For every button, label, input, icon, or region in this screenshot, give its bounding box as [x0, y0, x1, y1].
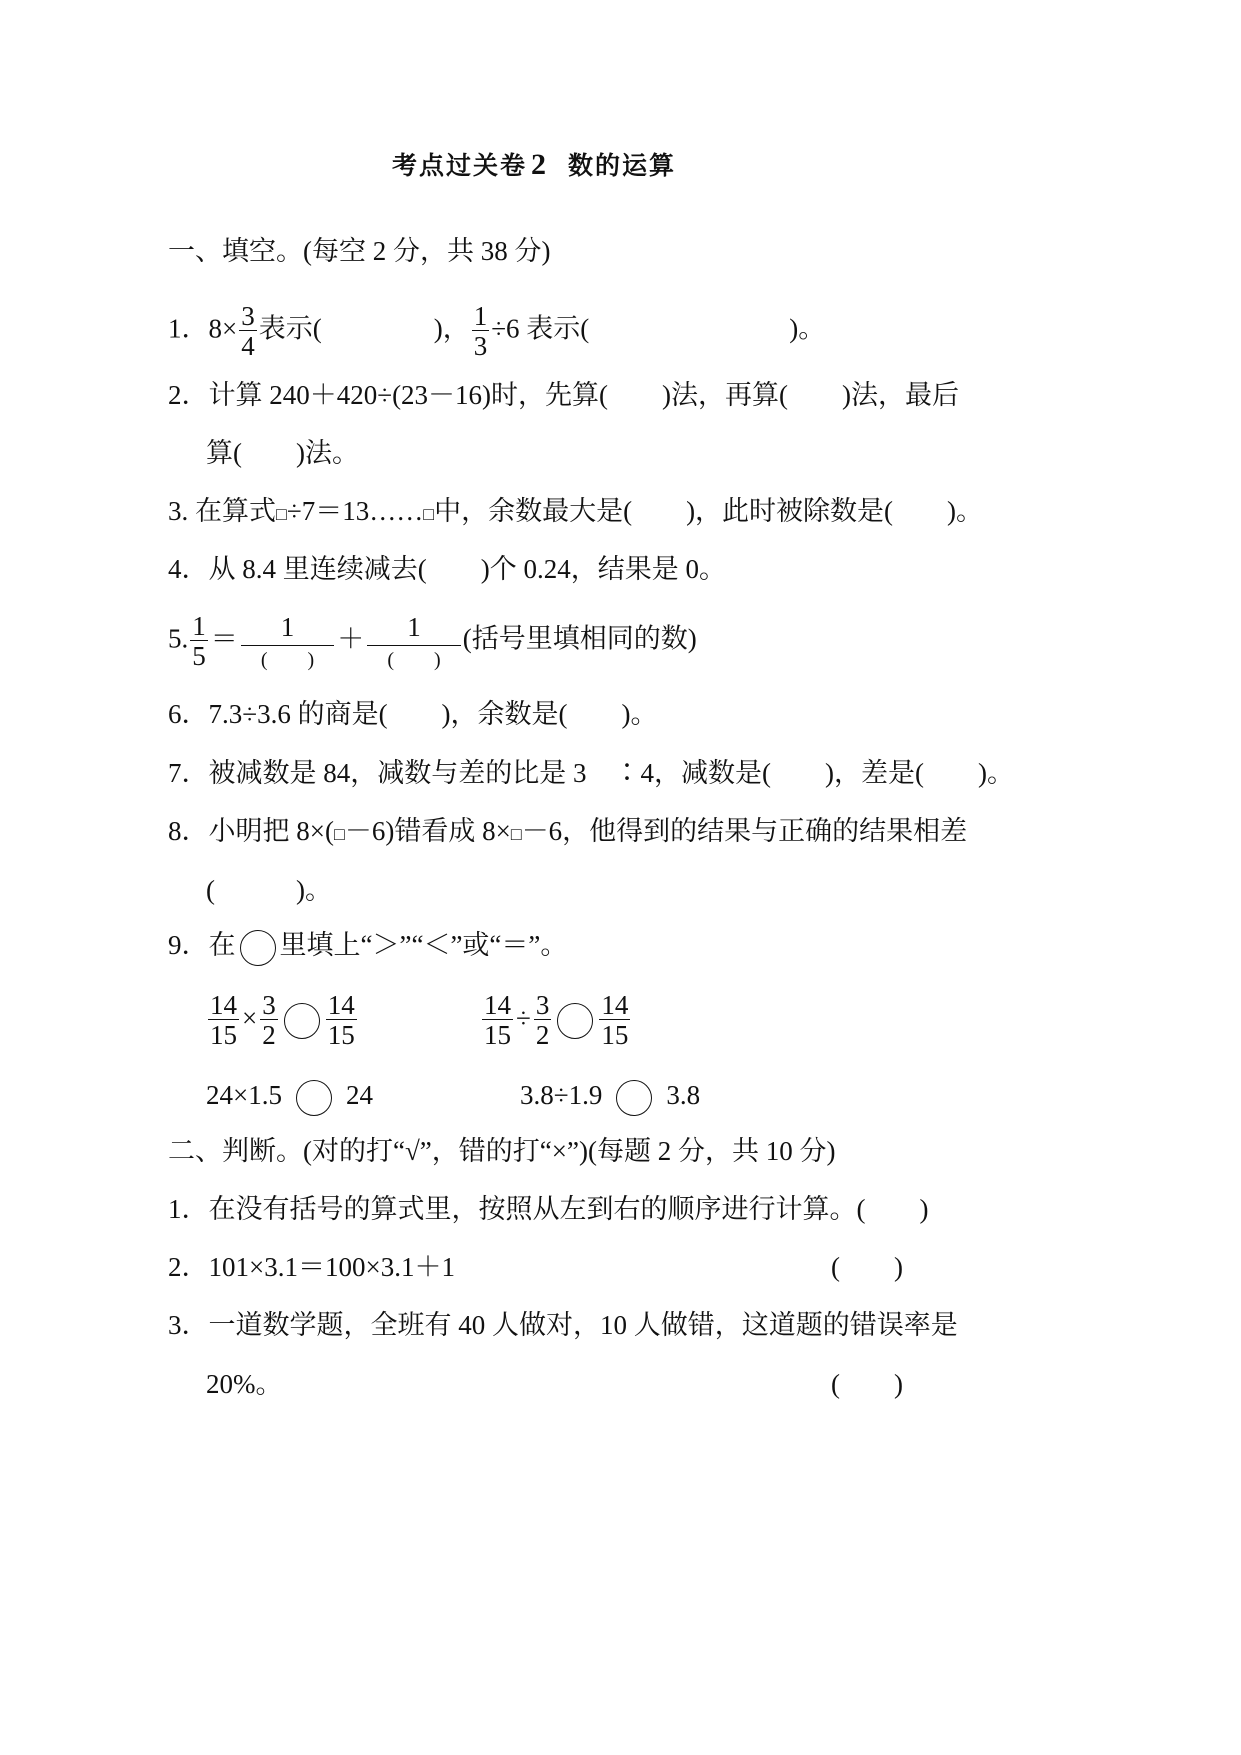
- question-1-1: 1．8× $\frac{3}{4}$ 表示( )， $\frac{1}{3}$ ÷6 表示( )。: [168, 301, 826, 361]
- fraction: $\frac{14}{15}$: [210, 990, 237, 1050]
- comparison-4: 3.8÷1.9 3.8: [520, 1080, 700, 1116]
- comparison-3: 24×1.5 24: [206, 1080, 373, 1116]
- circle-blank: [557, 1003, 593, 1039]
- answer-paren: ( ): [831, 1369, 903, 1399]
- question-1-9: 9．在 里填上“＞”“＜”或“＝”。: [168, 930, 567, 966]
- circle-blank: [284, 1003, 320, 1039]
- circle-blank: [240, 930, 276, 966]
- question-1-4: 4．从 8.4 里连续减去( )个 0.24，结果是 0。: [168, 554, 726, 584]
- blank-box: □: [510, 823, 522, 844]
- question-1-2-line1: 2．计算 240＋420÷(23－16)时，先算( )法，再算( )法，最后: [168, 380, 960, 410]
- answer-paren: ( ): [831, 1252, 903, 1282]
- fraction-blank-denominator: $\frac{1}{( )}$: [367, 614, 461, 670]
- fraction-blank-denominator: $\frac{1}{( )}$: [241, 614, 335, 670]
- question-1-6: 6．7.3÷3.6 的商是( )，余数是( )。: [168, 699, 658, 729]
- fraction: $\frac{14}{15}$: [484, 990, 511, 1050]
- section-2-heading: 二、判断。(对的打“√”，错的打“×”)(每题 2 分，共 10 分): [168, 1136, 836, 1166]
- question-1-7: 7．被减数是 84，减数与差的比是 3 ∶4，减数是( )，差是( )。: [168, 758, 1014, 788]
- fraction: $\frac{3}{2}$: [535, 990, 550, 1050]
- fraction: $\frac{14}{15}$: [601, 990, 629, 1050]
- page-title: 考点过关卷 2 数的运算: [392, 148, 677, 181]
- blank-box: □: [423, 503, 435, 524]
- circle-blank: [616, 1080, 652, 1116]
- question-1-8-line2: ( )。: [206, 875, 332, 905]
- blank-box: □: [333, 823, 345, 844]
- fraction: $\frac{14}{15}$: [327, 990, 355, 1050]
- question-1-2-line2: 算( )法。: [206, 438, 359, 468]
- question-2-3-line1: 3．一道数学题，全班有 40 人做对，10 人做错，这道题的错误率是: [168, 1310, 958, 1340]
- section-1-heading: 一、填空。(每空 2 分，共 38 分): [168, 236, 551, 266]
- question-1-5: 5. $\frac{1}{5}$ ＝ $\frac{1}{( )}$ ＋ $\frac{1}{( )}$ (括号里填相同的数): [168, 611, 697, 671]
- question-1-3: 3. 在算式□÷7＝13……□中，余数最大是( )，此时被除数是( )。: [168, 496, 984, 526]
- comparison-2: $\frac{14}{15}$ ÷ $\frac{3}{2}$ $\frac{14}{15}$: [484, 990, 629, 1050]
- fraction: $\frac{3}{4}$: [241, 301, 255, 361]
- question-2-1: 1．在没有括号的算式里，按照从左到右的顺序进行计算。( ): [168, 1194, 929, 1224]
- comparison-1: $\frac{14}{15}$ × $\frac{3}{2}$ $\frac{14}{15}$: [210, 990, 355, 1050]
- question-2-2: 2．101×3.1＝100×3.1＋1: [168, 1252, 455, 1282]
- fraction: $\frac{1}{3}$: [473, 301, 488, 361]
- fraction: $\frac{3}{2}$: [262, 990, 276, 1050]
- circle-blank: [296, 1080, 332, 1116]
- blank-box: □: [276, 503, 287, 524]
- question-2-3-line2: 20%。: [206, 1369, 283, 1399]
- question-1-8-line1: 8．小明把 8×(□－6)错看成 8×□－6，他得到的结果与正确的结果相差: [168, 816, 968, 846]
- fraction: $\frac{1}{5}$: [192, 611, 206, 671]
